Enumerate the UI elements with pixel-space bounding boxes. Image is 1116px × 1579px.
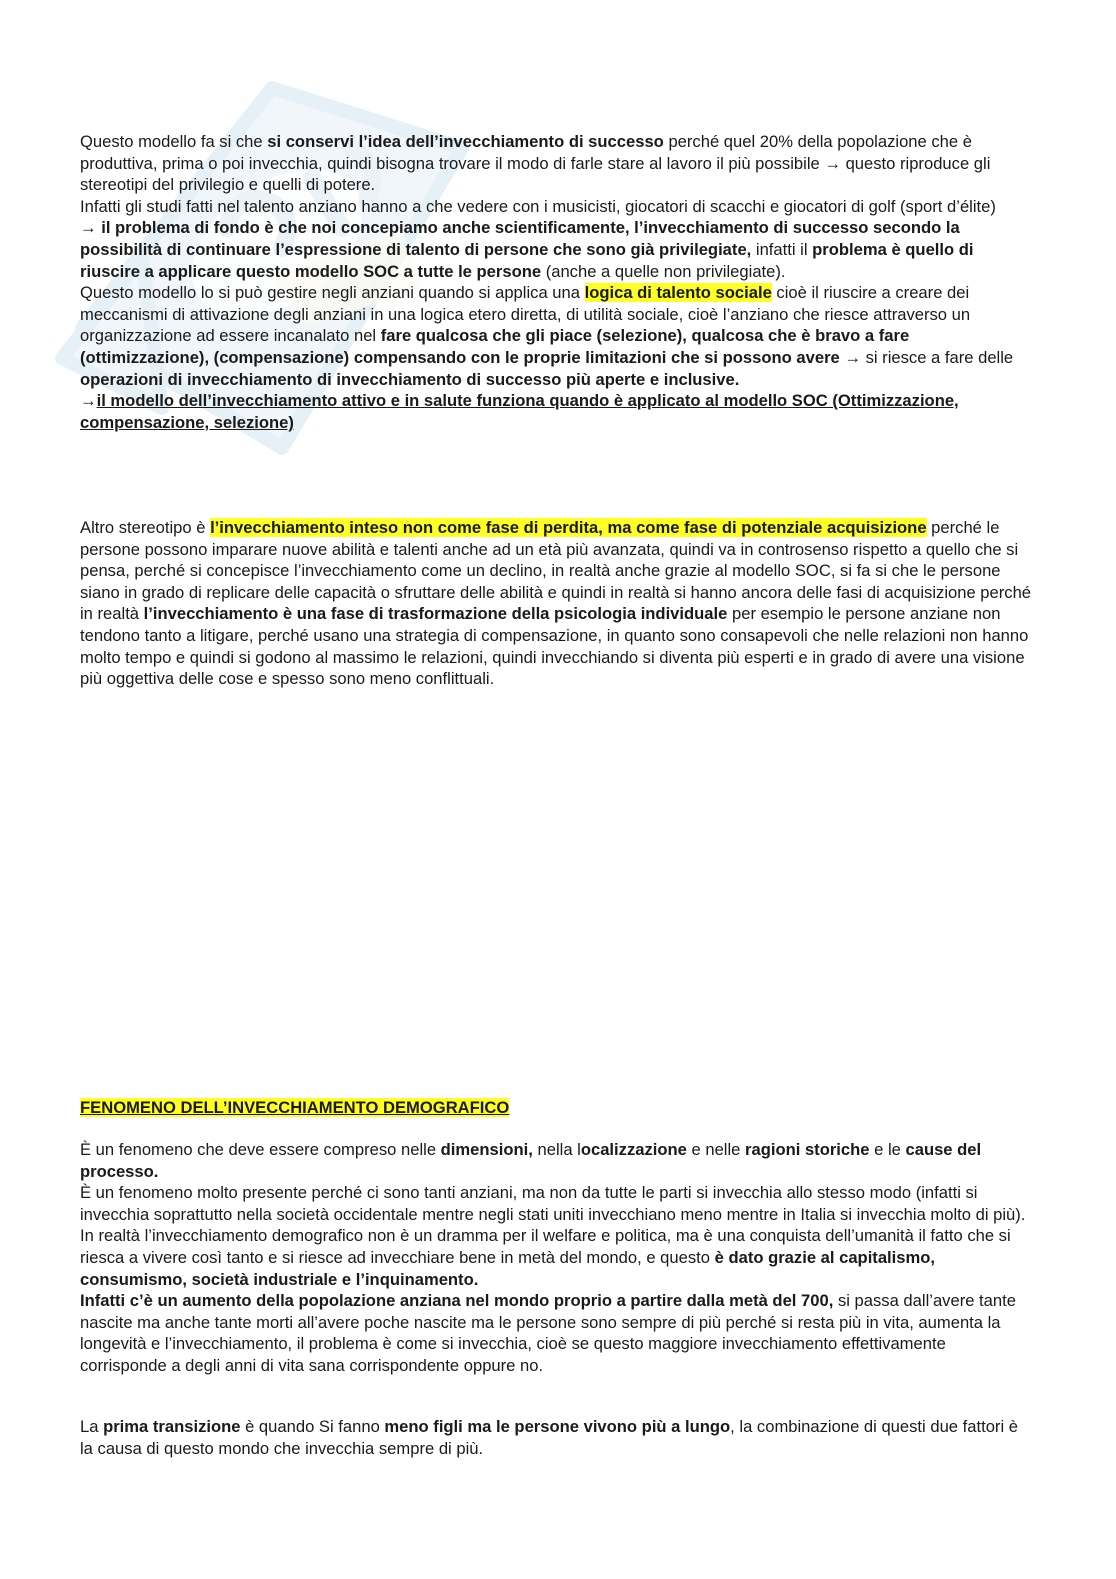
bold-text: il problema di fondo è che noi concepiamo anche scientificamente, l’invecchiamento di successo secondo la possibilità di continuare l’espressione di talento di persone che sono già privilegiate, <box>80 218 960 259</box>
text-section-demographic-phenomenon <box>80 1139 1035 1377</box>
arrow-icon: → <box>80 218 97 238</box>
arrow-icon: → <box>824 153 841 173</box>
text-section-soc-model <box>80 131 1035 433</box>
bold-text: fare qualcosa che gli piace (selezione), qualcosa che è bravo a fare (ottimizzazione), (compensazione) compensando con le proprie limitazioni che si possono avere <box>80 326 910 367</box>
text-section-acquisition-stereotype <box>80 517 1035 690</box>
paragraph <box>80 282 1035 390</box>
text-run: È un fenomeno molto presente perché ci sono tanti anziani, ma non da tutte le parti si invecchia allo stesso modo (infatti si invecchia soprattutto nella società occidentale mentre negli stati uniti invecchiano meno mentre in Italia si invecchia molto di più). <box>80 1183 1026 1224</box>
text-run: cioè il riuscire a creare dei meccanismi di attivazione degli anziani in una logica etero diretta, di utilità sociale, cioè l’anziano che riesce attraverso un organizzazione ad essere incanalato nel <box>80 283 971 346</box>
bold-text: il modello dell’invecchiamento attivo e in salute funziona quando è applicato al modello SOC (Ottimizzazione, compensazione, selezione) <box>80 391 959 432</box>
paragraph <box>80 131 1035 196</box>
bold-text: cause del processo. <box>80 1140 982 1181</box>
paragraph <box>80 1290 1035 1376</box>
bold-text: è dato grazie al capitalismo, consumismo, società industriale e l’inquinamento. <box>80 1247 936 1289</box>
bold-text: si conservi l’idea dell’invecchiamento di successo <box>267 132 664 151</box>
paragraph <box>80 1182 1035 1225</box>
bold-text: ocalizzazione <box>580 1140 687 1159</box>
text-section-first-transition <box>80 1416 1035 1459</box>
text-run: si riesce a fare delle <box>860 347 1014 367</box>
text-run: È un fenomeno che deve essere compreso nelle <box>80 1140 441 1159</box>
bold-text: ragioni storiche <box>745 1140 870 1159</box>
bold-text: problema è quello di riuscire a applicare questo modello SOC a tutte le persone <box>80 239 974 281</box>
text-run: infatti il <box>751 239 813 259</box>
paragraph <box>80 217 1035 282</box>
text-run: nella l <box>532 1140 581 1159</box>
highlighted-text: l’invecchiamento inteso non come fase di perdita, ma come fase di potenziale acquisizione <box>210 518 927 537</box>
text-run: , la combinazione di questi due fattori è la causa di questo mondo che invecchia sempre di più. <box>80 1417 1018 1458</box>
paragraph <box>80 1139 1035 1182</box>
paragraph <box>80 1225 1035 1290</box>
text-run: si passa dall’avere tante nascite ma anche tante morti all’avere poche nascite ma le persone sono sempre di più perché si resta più in vita, aumenta la longevità e l’invecchiamento, il problema è come si invecchia, cioè se questo maggiore invecchiamento effettivamente corrisponde a degli anni di vita sana corrispondente oppure no. <box>80 1291 1016 1375</box>
text-run: questo riproduce gli stereotipi del privilegio e quelli di potere. <box>80 153 991 195</box>
highlighted-text: FENOMENO DELL’INVECCHIAMENTO DEMOGRAFICO <box>80 1098 510 1117</box>
paragraph <box>80 1416 1035 1459</box>
text-run: Infatti gli studi fatti nel talento anziano hanno a che vedere con i musicisti, giocatori di scacchi e giocatori di golf (sport d’élite) <box>80 196 996 216</box>
text-run: (anche a quelle non privilegiate). <box>541 261 786 281</box>
bold-text: meno figli ma le persone vivono più a lungo <box>384 1417 731 1436</box>
text-run: perché le persone possono imparare nuove abilità e talenti anche ad un età più avanzata, quindi va in controsenso rispetto a quello che si pensa, perché si concepisce l’invecchiamento come un declino, in realtà anche grazie al modello SOC, si fa si che le persone siano in grado di replicare delle capacità o sfruttare delle abilità e quindi in realtà si hanno ancora delle fasi di acquisizione perché in realtà <box>80 518 1032 624</box>
arrow-icon: → <box>80 391 97 411</box>
text-run: è quando Si fanno <box>240 1417 385 1436</box>
text-run: Questo modello fa si che <box>80 132 268 151</box>
text-run: Questo modello lo si può gestire negli anziani quando si applica una <box>80 283 585 303</box>
text-run: e nelle <box>686 1140 746 1159</box>
bold-text: Infatti c’è un aumento della popolazione anziana nel mondo proprio a partire dalla metà del 700, <box>80 1291 834 1311</box>
highlighted-text: logica di talento sociale <box>584 283 772 303</box>
section-heading-demographic-aging <box>80 1097 1035 1119</box>
arrow-icon: → <box>844 347 861 367</box>
bold-text: l’invecchiamento è una fase di trasformazione della psicologia individuale <box>143 604 728 624</box>
text-run: La <box>80 1417 104 1436</box>
paragraph <box>80 390 1035 433</box>
text-run: Altro stereotipo è <box>80 518 211 537</box>
text-run: per esempio le persone anziane non tendono tanto a litigare, perché usano una strategia di compensazione, in quanto sono consapevoli che nelle relazioni non hanno molto tempo e quindi si godono al massimo le relazioni, quindi invecchiando si diventa più esperti e in grado di avere una visione più oggettiva delle cose e spesso sono meno conflittuali. <box>80 604 1029 689</box>
bold-text: prima transizione <box>103 1417 241 1436</box>
bold-text: operazioni di invecchiamento di invecchiamento di successo più aperte e inclusive. <box>80 369 740 389</box>
paragraph <box>80 517 1035 690</box>
paragraph <box>80 196 1035 218</box>
paragraph <box>80 1097 1035 1119</box>
bold-text: dimensioni, <box>440 1140 533 1159</box>
text-run: perché quel 20% della popolazione che è produttiva, prima o poi invecchia, quindi bisogna trovare il modo di farle stare al lavoro il più possibile <box>80 132 972 173</box>
text-run: e le <box>869 1140 906 1159</box>
text-run: In realtà l’invecchiamento demografico non è un dramma per il welfare e politica, ma è una conquista dell’umanità il fatto che si riesca a vivere così tanto e si riesce ad invecchiare bene in metà del mondo, e questo <box>80 1226 1011 1267</box>
